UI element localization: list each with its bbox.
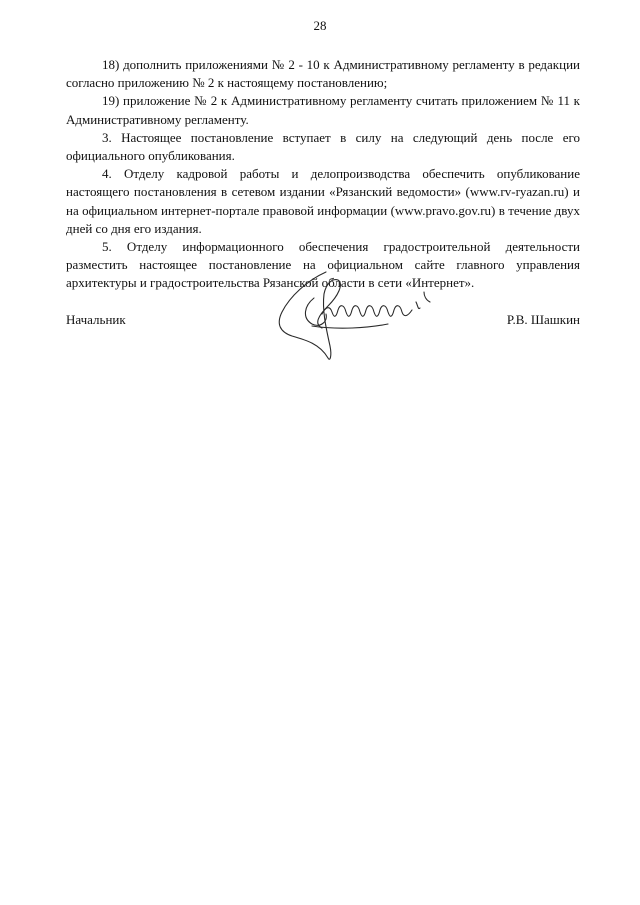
paragraph-section-3: 3. Настоящее постановление вступает в силу на следующий день после его официального опубликования.	[66, 129, 580, 164]
signature-block	[66, 312, 580, 336]
paragraph-item-18: 18) дополнить приложениями № 2 - 10 к Административному регламенту в редакции согласно приложению № 2 к настоящему постановлению;	[66, 57, 580, 91]
signatory-position: Начальник	[66, 312, 126, 327]
signatory-name: Р.В. Шашкин	[506, 312, 580, 327]
paragraph-item-19: 19) приложение № 2 к Административному регламенту считать приложением № 11 к Административному регламенту.	[66, 93, 580, 127]
paragraph-section-5: 5. Отделу информационного обеспечения градостроительной деятельности разместить настоящее постановление на официальном сайте главного управления архитектуры и градостроительства Рязанской области в сети «Интернет».	[66, 239, 580, 291]
document-body	[66, 56, 580, 293]
page-number: 28	[313, 18, 327, 33]
paragraph-section-4: 4. Отделу кадровой работы и делопроизводства обеспечить опубликование настоящего постановления в сетевом издании «Рязанский ведомости» (www.rv-ryazan.ru) и на официальном интернет-портале правовой информации (www.pravo.gov.ru) в течение двух дней со дня его издания.	[66, 166, 580, 236]
